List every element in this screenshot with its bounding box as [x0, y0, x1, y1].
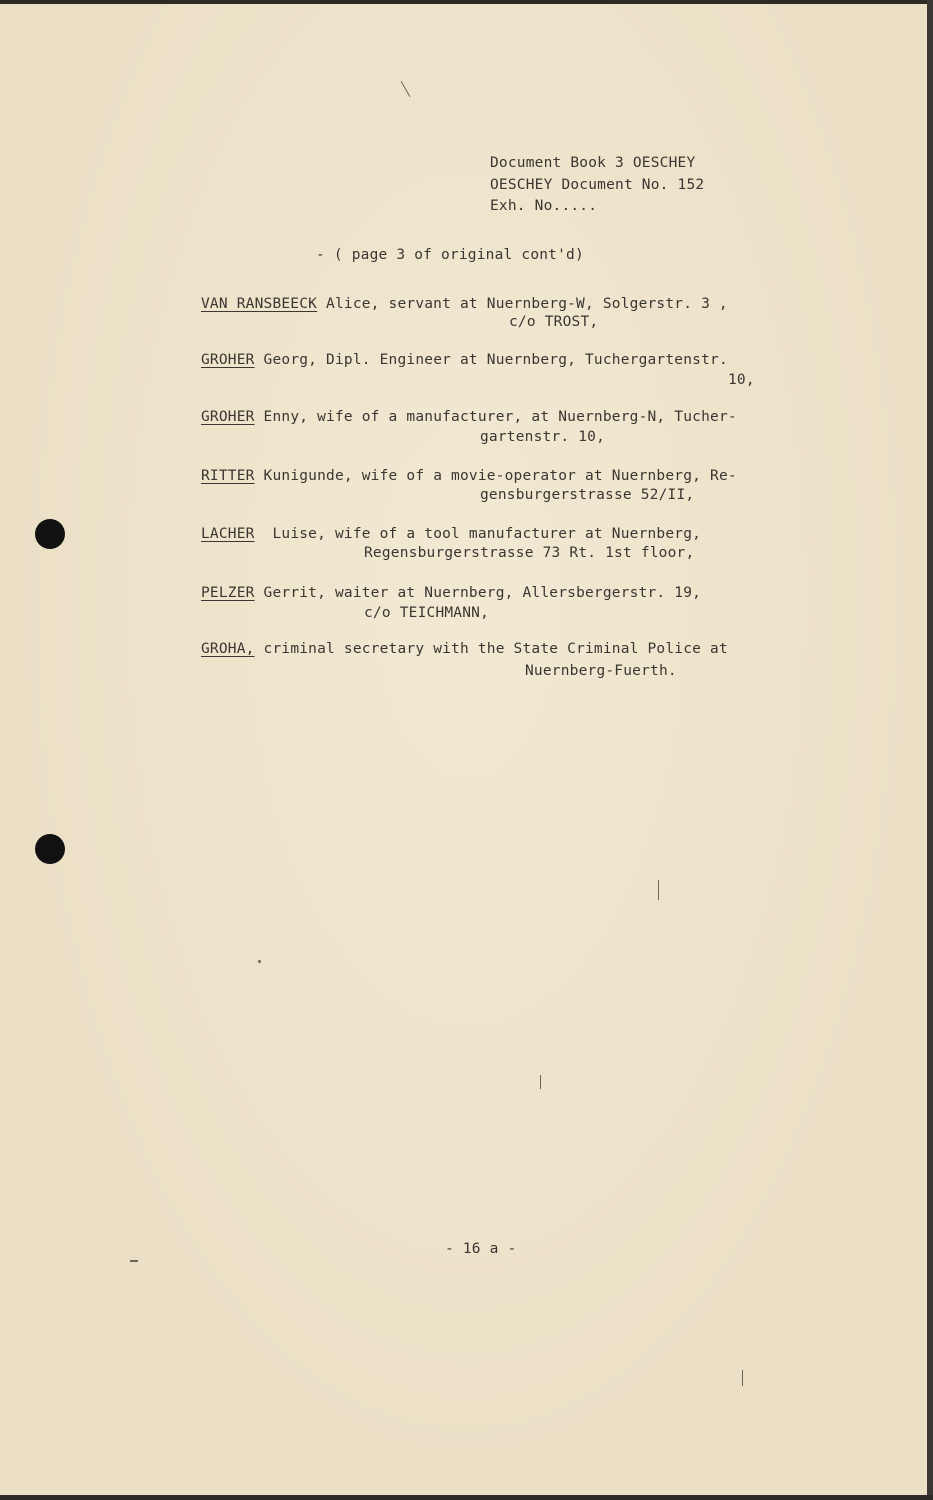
- punch-hole-icon: [35, 519, 65, 549]
- witness-details-cont: gensburgerstrasse 52/II,: [480, 487, 695, 503]
- witness-details: criminal secretary with the State Criminal Police at: [254, 641, 728, 657]
- witness-surname: PELZER: [201, 585, 255, 601]
- witness-details-cont: c/o TROST,: [509, 314, 599, 330]
- witness-details-cont: gartenstr. 10,: [480, 429, 606, 445]
- witness-details: Gerrit, waiter at Nuernberg, Allersbergerstr. 19,: [254, 585, 702, 601]
- exhibit-number-line: Exh. No.....: [490, 198, 598, 214]
- paper-mark: [258, 960, 261, 963]
- witness-surname: GROHER: [201, 352, 255, 368]
- continuation-note: - ( page 3 of original cont'd): [316, 247, 584, 263]
- punch-hole-icon: [35, 834, 65, 864]
- witness-details: Enny, wife of a manufacturer, at Nuernberg-N, Tucher-: [254, 409, 737, 425]
- document-book-line: Document Book 3 OESCHEY: [490, 155, 696, 171]
- paper-mark: [401, 81, 411, 97]
- witness-details-cont: Regensburgerstrasse 73 Rt. 1st floor,: [364, 545, 695, 561]
- witness-details: Luise, wife of a tool manufacturer at Nuernberg,: [254, 526, 702, 542]
- page-number: - 16 a -: [445, 1241, 517, 1257]
- witness-details-cont: c/o TEICHMANN,: [364, 605, 490, 621]
- scan-edge-bottom: [0, 1495, 933, 1500]
- scan-edge-right: [927, 0, 933, 1500]
- witness-surname: GROHA,: [201, 641, 255, 657]
- paper-mark: [658, 880, 659, 900]
- witness-surname: GROHER: [201, 409, 255, 425]
- document-number-line: OESCHEY Document No. 152: [490, 177, 705, 193]
- witness-surname: VAN RANSBEECK: [201, 296, 318, 312]
- witness-details: Alice, servant at Nuernberg-W, Solgerstr. 3 ,: [317, 296, 728, 312]
- witness-surname: LACHER: [201, 526, 255, 542]
- paper-mark: [130, 1260, 138, 1262]
- paper-mark: [540, 1075, 541, 1089]
- paper-mark: [742, 1370, 743, 1386]
- witness-details-cont: Nuernberg-Fuerth.: [525, 663, 677, 679]
- witness-details: Georg, Dipl. Engineer at Nuernberg, Tuchergartenstr.: [254, 352, 728, 368]
- witness-details: Kunigunde, wife of a movie-operator at Nuernberg, Re-: [254, 468, 737, 484]
- witness-details-cont: 10,: [728, 372, 755, 388]
- witness-surname: RITTER: [201, 468, 255, 484]
- scan-edge-top: [0, 0, 933, 4]
